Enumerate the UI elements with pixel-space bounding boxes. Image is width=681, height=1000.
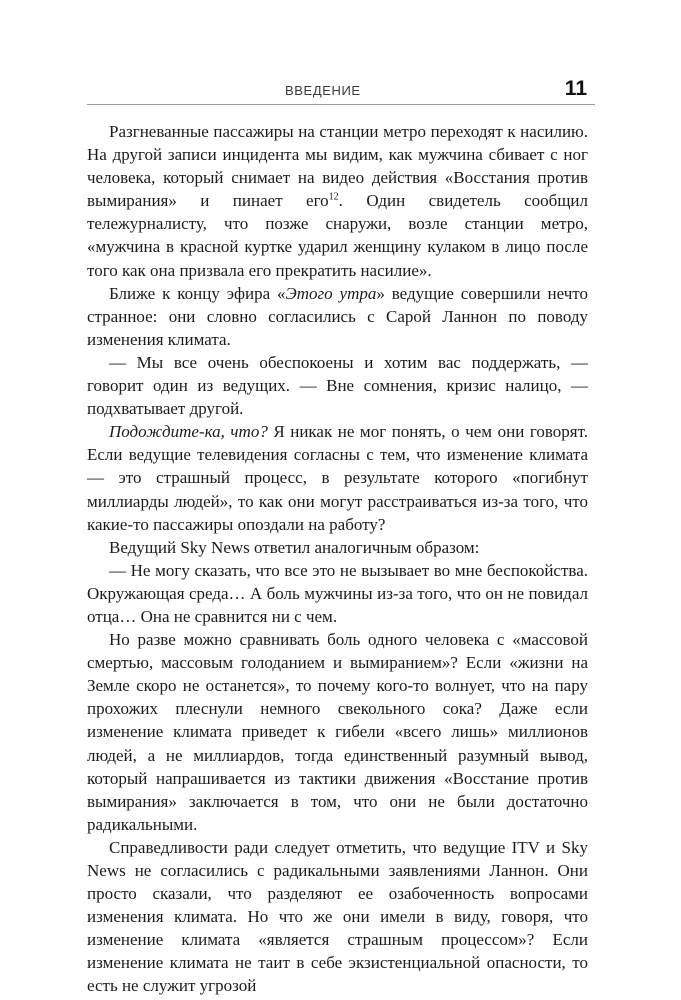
paragraph-1: Разгневанные пассажиры на станции метро переходят к насилию. На другой записи инцидента мы видим, как мужчина сбивает с ног человека, который снимает на видео действия «Восстания против вымирания» и пинает его$^{12}$. Один свидетель сообщил тележурналисту, что позже снаружи, возле станции метро, «мужчина в красной куртке ударил женщину кулаком в лицо после того как она призвала его прекратить насилие». [87, 122, 588, 280]
paragraph-8: Справедливости ради следует отметить, что ведущие ITV и Sky News не согласились с радикальными заявлениями Ланнон. Они просто сказали, что разделяют ее озабоченность вопросами изменения климата. Но что же они имели в виду, говоря, что изменение климата «является страшным процессом»? Если изменение климата не таит в себе экзистенциальной опасности, то есть не служит угрозой [87, 837, 588, 996]
paragraph-4: Подождите-ка, что? Я никак не мог понять, о чем они говорят. Если ведущие телевидения согласны с тем, что изменение климата — это страшный процесс, в результате которого «погибнут миллиарды людей», то как они могут расстраиваться из-за того, что какие-то пассажиры опоздали на работу? [87, 422, 588, 534]
paragraph-2: Ближе к концу эфира «Этого утра» ведущие совершили нечто странное: они словно согласились с Сарой Ланнон по поводу изменения климата. [87, 283, 588, 349]
italic-phrase: Подождите-ка, что? [109, 422, 268, 442]
body-text [87, 120, 588, 998]
paragraph-3: — Мы все очень обеспокоены и хотим вас поддержать, — говорит один из ведущих. — Вне сомнения, кризис налицо, — подхватывает другой. [87, 352, 588, 419]
page-number: 11 [564, 77, 587, 100]
paragraph-6: — Не могу сказать, что все это не вызывает во мне беспокойства. Окружающая среда… А боль мужчины из-за того, что он не повидал отца… Она не сравнится ни с чем. [87, 560, 588, 626]
footnote-ref: 12 [328, 191, 339, 203]
section-title: ВВЕДЕНИЕ [285, 83, 361, 98]
paragraph-5: Ведущий Sky News ответил аналогичным образом: [109, 537, 480, 557]
paragraph-7: Но разве можно сравнивать боль одного человека с «массовой смертью, массовым голоданием и вымиранием»? Если «жизни на Земле скоро не останется», то почему кого-то волнует, что на пару прохожих плеснули немного свекольного сока? Даже если изменение климата приведет к гибели «всего лишь» миллионов людей, а не миллиардов, тогда единственный разумный вывод, который напрашивается из тактики движения «Восстание против вымирания» заключается в том, что они не были достаточно радикальными. [87, 630, 588, 834]
show-title: Этого утра [285, 283, 377, 303]
running-header [87, 76, 595, 105]
